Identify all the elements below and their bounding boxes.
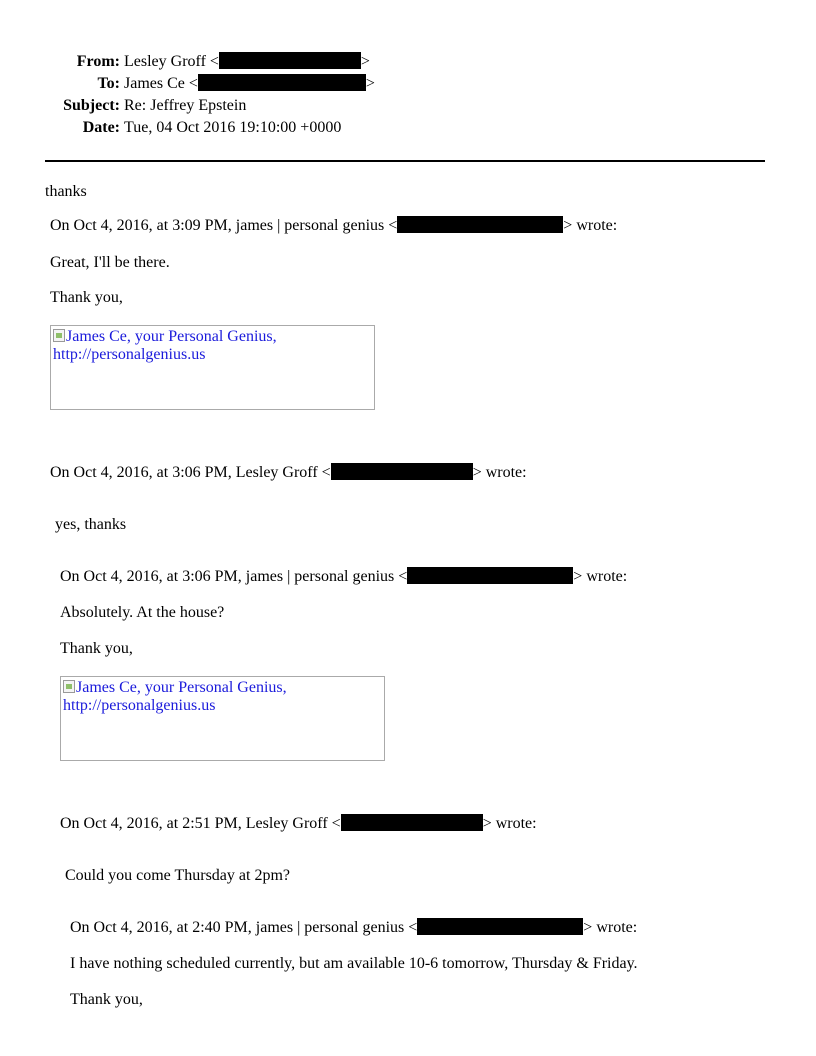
- signature-image-placeholder[interactable]: [60, 676, 385, 761]
- attribution-text: On Oct 4, 2016, at 2:40 PM, james | personal genius <: [70, 919, 418, 936]
- redaction-bar: [341, 814, 483, 831]
- quote-line: Thank you,: [70, 991, 143, 1008]
- quote-line: I have nothing scheduled currently, but am available 10-6 tomorrow, Thursday & Friday.: [70, 955, 638, 972]
- broken-image-icon: [53, 329, 65, 342]
- attribution-text: On Oct 4, 2016, at 3:06 PM, james | personal genius <: [60, 568, 408, 585]
- subject-value: Re: Jeffrey Epstein: [124, 97, 247, 114]
- quote-attribution: [70, 918, 637, 938]
- quote-attribution: [50, 463, 527, 483]
- quote-line: Great, I'll be there.: [50, 254, 170, 271]
- to-label: To:: [97, 75, 120, 92]
- subject-label: Subject:: [63, 97, 120, 114]
- quote-line: Absolutely. At the house?: [60, 604, 225, 621]
- attribution-text: On Oct 4, 2016, at 3:06 PM, Lesley Groff <: [50, 464, 331, 481]
- quote-line: Thank you,: [60, 640, 133, 657]
- attribution-text: On Oct 4, 2016, at 3:09 PM, james | personal genius <: [50, 217, 398, 234]
- attribution-suffix: > wrote:: [472, 464, 527, 481]
- from-label: From:: [76, 53, 120, 70]
- attribution-suffix: > wrote:: [563, 217, 618, 234]
- header-divider: [45, 160, 765, 162]
- date-label: Date:: [82, 119, 120, 136]
- from-name: Lesley Groff <: [124, 53, 219, 70]
- signature-image-alt[interactable]: [53, 328, 353, 364]
- quote-line: Could you come Thursday at 2pm?: [65, 867, 290, 884]
- attribution-text: On Oct 4, 2016, at 2:51 PM, Lesley Groff <: [60, 815, 341, 832]
- quote-attribution: [60, 567, 627, 587]
- signature-image-alt-text: James Ce, your Personal Genius, http://personalgenius.us: [63, 679, 287, 714]
- redaction-bar: [417, 918, 583, 935]
- redaction-bar: [198, 74, 366, 91]
- broken-image-icon: [63, 680, 75, 693]
- redaction-bar: [219, 52, 361, 69]
- from-value: [124, 52, 370, 72]
- attribution-suffix: > wrote:: [583, 919, 638, 936]
- signature-image-alt-text: James Ce, your Personal Genius, http://personalgenius.us: [53, 328, 277, 363]
- attribution-suffix: > wrote:: [482, 815, 537, 832]
- from-close: >: [360, 53, 370, 70]
- redaction-bar: [397, 216, 563, 233]
- quote-attribution: [50, 216, 617, 236]
- redaction-bar: [407, 567, 573, 584]
- quote-line: Thank you,: [50, 289, 123, 306]
- to-value: [124, 74, 375, 94]
- reply-text: thanks: [45, 183, 87, 200]
- attribution-suffix: > wrote:: [573, 568, 628, 585]
- signature-image-alt[interactable]: [63, 679, 363, 715]
- redaction-bar: [331, 463, 473, 480]
- quote-attribution: [60, 814, 537, 834]
- signature-image-placeholder[interactable]: [50, 325, 375, 410]
- date-value: Tue, 04 Oct 2016 19:10:00 +0000: [124, 119, 342, 136]
- to-name: James Ce <: [124, 75, 198, 92]
- quote-line: yes, thanks: [55, 516, 127, 533]
- to-close: >: [365, 75, 375, 92]
